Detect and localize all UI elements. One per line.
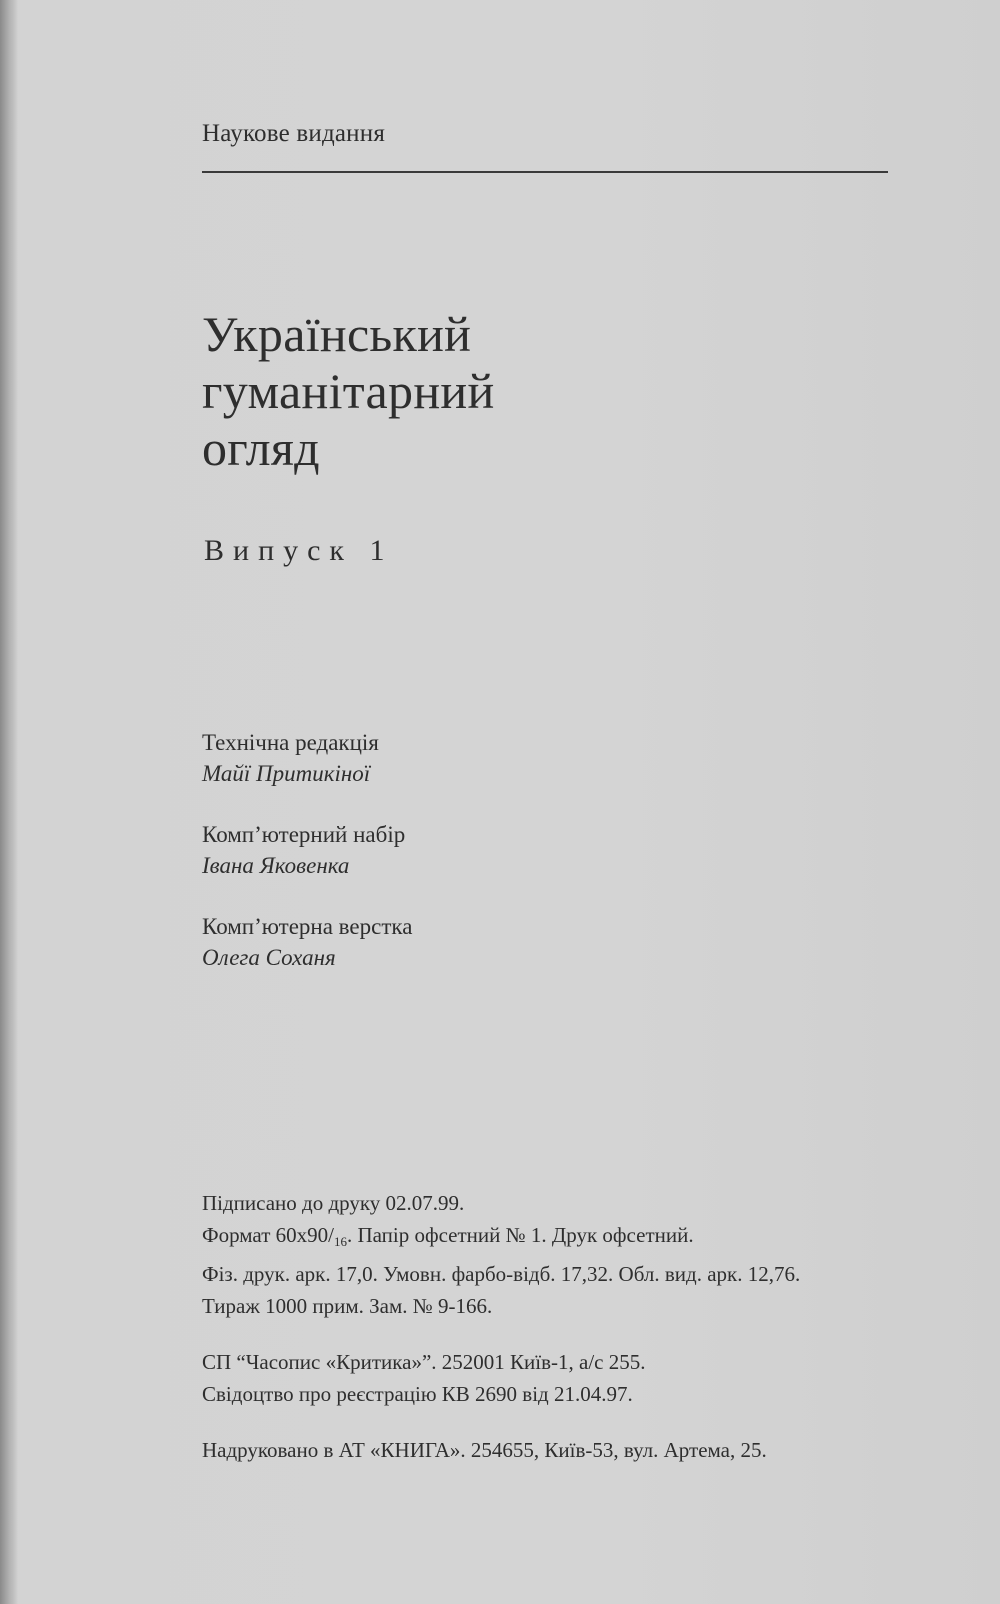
issue-number: Випуск 1 (204, 534, 394, 567)
credit-role: Комп’ютерний набір (202, 822, 406, 847)
printer-details (202, 1434, 800, 1466)
certificate-line: Свідоцтво про реєстрацію КВ 2690 від 21.04.97. (202, 1382, 633, 1406)
credit-role: Технічна редакція (202, 730, 379, 755)
credits-section (202, 727, 412, 1003)
credit-technical-editing (202, 727, 412, 789)
publisher-line: СП “Часопис «Критика»”. 252001 Київ-1, а/с 255. (202, 1350, 646, 1374)
format-subscript: 16 (333, 1234, 347, 1249)
book-title (202, 306, 495, 477)
signed-to-print: Підписано до друку 02.07.99. (202, 1191, 465, 1215)
print-run-line: Тираж 1000 прим. Зам. № 9-166. (202, 1294, 493, 1318)
credit-name: Олега Соханя (202, 945, 336, 970)
sheets-line: Фіз. друк. арк. 17,0. Умовн. фарбо-відб. 17,32. Обл. вид. арк. 12,76. (202, 1262, 801, 1286)
title-line: гуманітарний (202, 363, 495, 419)
top-rule-divider (202, 171, 888, 173)
credit-typesetting (202, 819, 412, 881)
imprint-section (202, 1187, 800, 1490)
credit-layout (202, 911, 412, 973)
print-details (202, 1187, 800, 1322)
printer-line: Надруковано в АТ «КНИГА». 254655, Київ-53, вул. Артема, 25. (202, 1438, 767, 1462)
format-line (202, 1219, 800, 1258)
spine-shadow (0, 0, 18, 1604)
series-label: Наукове видання (202, 120, 386, 147)
title-line: огляд (202, 420, 320, 476)
credit-role: Комп’ютерна верстка (202, 914, 413, 939)
format-prefix: Формат 60х90/ (202, 1223, 334, 1247)
credit-name: Майї Притикіної (202, 761, 371, 786)
format-suffix: . Папір офсетний № 1. Друк офсетний. (346, 1223, 694, 1247)
title-line: Український (202, 306, 472, 362)
credit-name: Івана Яковенка (202, 853, 350, 878)
publisher-details (202, 1346, 800, 1410)
